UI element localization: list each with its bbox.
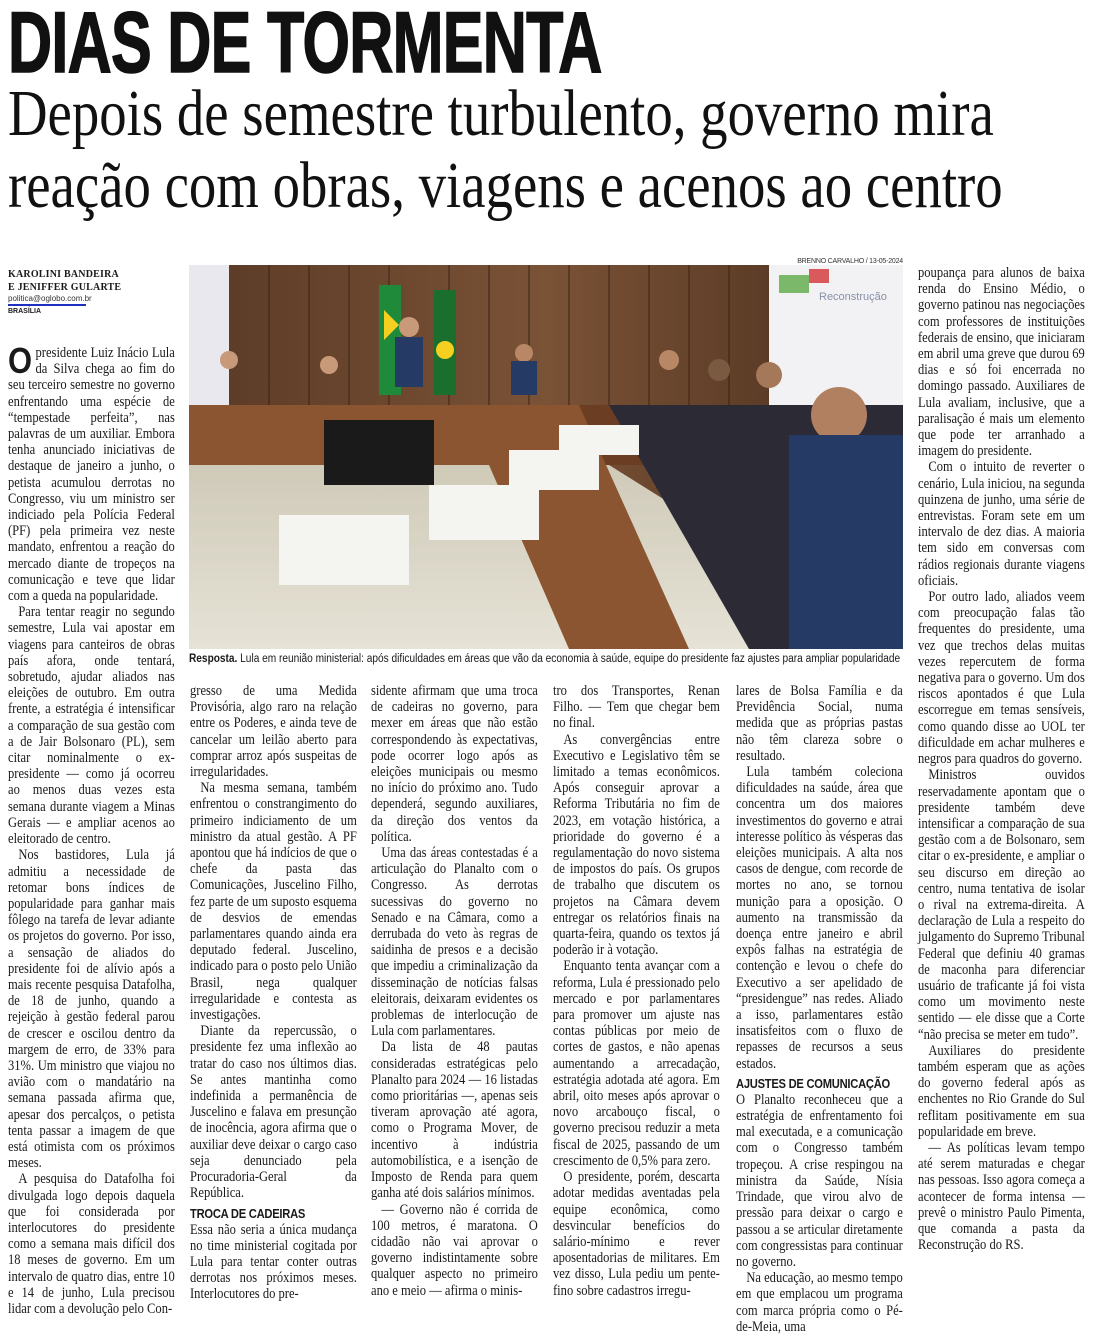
paragraph: Lula também coleciona dificuldades na saúde, área que concentra um dos maiores investimentos do governo e atrai interesse político às vésperas das eleições municipais. A alta nos casos de dengue, com recorde de mortes no ano, se tornou munição para a oposição. O aumento na transmissão da doença entre janeiro e abril expôs falhas na estratégia de contenção e levou o chefe do Executivo a ser apelidado de “presidengue” nas redes. Aliado a isso, parlamentares estão insatisfeitos com o fluxo de repasses de recursos a seus estados. <box>736 764 903 1072</box>
article-column-1 <box>8 340 175 1317</box>
byline <box>8 268 178 315</box>
author-email-link[interactable]: politica@oglobo.com.br <box>8 294 86 306</box>
paragraph: As convergências entre Executivo e Legislativo têm se limitado a temas econômicos. Após conseguir aprovar a Reforma Tributária no fim de 2023, em votação histórica, a prioridade do governo é a regulamentação do novo sistema de impostos do país. Os grupos de trabalho que discutem os projetos na Câmara devem entregar os relatórios finais na quarta-feira, quando os textos já poderão ir à votação. <box>553 731 720 959</box>
paragraph: Da lista de 48 pautas consideradas estratégicas pelo Planalto para 2024 — 16 listadas como prioritárias —, apenas seis tiveram aprovação até agora, como o Programa Mover, de incentivo à indústria automobilística, e a isenção de Imposto de Renda para quem ganha até dois salários mínimos. <box>371 1039 538 1202</box>
section-heading: AJUSTES DE COMUNICAÇÃO <box>736 1075 890 1091</box>
paragraph: Ministros ouvidos reservadamente apontam que o presidente também deve intensificar a comparação de sua gestão com a de Bolsonaro, sem citar o ex-presidente, e ampliar o seu discurso em direção ao centro, numa tentativa de isolar o rival na extrema-direita. A declaração de Lula a respeito do julgamento do Supremo Tribunal Federal que definiu 40 gramas de maconha para diferenciar usuário de traficante já foi vista como um movimento neste sentido — ele disse que a Corte “não precisa se meter em tudo”. <box>918 767 1085 1043</box>
paragraph: — Governo não é corrida de 100 metros, é maratona. O cidadão não vai aprovar o governo indistintamente sobre qualquer aspecto no primeiro ano e meio — afirma o minis- <box>371 1201 538 1299</box>
article-column-6 <box>918 265 1085 1317</box>
paragraph: O Planalto reconheceu que a estratégia de enfrentamento foi mal executada, e a comunicação com o Congresso também tropeçou. A crise respingou na ministra da Saúde, Nísia Trindade, que virou alvo de pressão para deixar o cargo e passou a se articular diretamente com congressistas para continuar no governo. <box>736 1091 903 1270</box>
paragraph: Auxiliares do presidente também esperam que as ações do governo federal após as enchentes no Rio Grande do Sul reflitam positivamente em sua popularidade em breve. <box>918 1042 1085 1140</box>
paragraph: Na mesma semana, também enfrentou o constrangimento do primeiro indiciamento de um ministro da atual gestão. A PF apontou que há indícios de que o chefe da pasta das Comunicações, Juscelino Filho, fez parte de um suposto esquema de desvios de emendas parlamentares quando ainda era deputado federal. Juscelino, indicado para o posto pelo União Brasil, nega qualquer irregularidade e contesta as investigações. <box>190 780 357 1024</box>
article-column-3 <box>371 683 538 1317</box>
paragraph: Para tentar reagir no segundo semestre, Lula vai apostar em viagens para canteiros de obras país afora, onde tentará, sobretudo, ajudar aliados nas eleições de outubro. Em outra frente, a estratégia é intensificar a comparação de sua gestão com a de Jair Bolsonaro (PL), sem citar nominalmente o ex-presidente — como já ocorreu ao menos duas vezes esta semana durante viagem a Minas Gerais — e ampliar acenos ao eleitorado de centro. <box>8 604 175 848</box>
paragraph: Enquanto tenta avançar com a reforma, Lula é pressionado pelo mercado e por parlamentares para promover um ajuste nas contas públicas por meio de cortes de gastos, e não apenas aumentando a arrecadação, estratégia adotada até agora. Em abril, oito meses após aprovar o novo arcabouço fiscal, o governo precisou reduzir a meta fiscal de 2025, passando de um crescimento de 0,5% para zero. <box>553 958 720 1169</box>
paragraph: O presidente, porém, descarta adotar medidas aventadas pela equipe econômica, como desvincular benefícios do salário-mínimo e rever aposentadorias de militares. Em vez disso, Lula pediu um pente-fino sobre cadastros irregu- <box>553 1169 720 1299</box>
paragraph: Na educação, ao mesmo tempo em que emplacou um programa com marca própria como o Pé-de-Meia, uma <box>736 1270 903 1335</box>
headline: DIAS DE TORMENTA <box>8 0 602 91</box>
article-column-2 <box>190 683 357 1317</box>
paragraph: Diante da repercussão, o presidente fez uma inflexão ao tratar do caso nos últimos dias. Se antes mantinha como indefinida a permanência de Juscelino e falava em presunção de inocência, agora afirma que o auxiliar deve deixar o cargo caso seja denunciado pela Procuradoria-Geral da República. <box>190 1023 357 1202</box>
paragraph: — As políticas levam tempo até serem maturadas e chegar nas pessoas. Isso agora começa a acontecer de forma intensa — prevê o ministro Paulo Pimenta, que comanda a pasta da Reconstrução do RS. <box>918 1139 1085 1254</box>
paragraph: lares de Bolsa Família e da Previdência Social, numa medida que as próprias pastas não têm clareza sobre o resultado. <box>736 683 903 764</box>
author-name: E JENIFFER GULARTE <box>8 282 122 293</box>
meeting-photo-illustration <box>189 265 903 649</box>
screen-text: Reconstrução <box>819 291 887 303</box>
drop-cap: O <box>8 340 33 381</box>
paragraph: Nos bastidores, Lula já admitiu a necessidade de retomar bons índices de popularidade para ganhar mais fôlego na tarefa de levar adiante os projetos do governo. Por isso, a sensação de aliados do presidente foi de alívio após a mais recente pesquisa Datafolha, de 18 de junho, quando a rejeição à gestão federal parou de crescer e oscilou dentro da margem de erro, de 33% para 31%. Um ministro que viajou no avião com o mandatário na semana passada afirma que, apesar dos percalços, o petista tenta passar a imagem de que está otimista com os próximos meses. <box>8 847 175 1172</box>
photo-caption <box>189 653 901 665</box>
subheadline-line: reação com obras, viagens e acenos ao centro <box>8 149 1003 222</box>
paragraph: Essa não seria a única mudança no time ministerial cogitada por Lula para tentar conter outras derrotas nos próximos meses. Interlocutores do pre- <box>190 1221 357 1303</box>
dateline-city: BRASÍLIA <box>8 308 42 315</box>
subheadline-line: Depois de semestre turbulento, governo mira <box>8 77 994 150</box>
paragraph: gresso de uma Medida Provisória, algo raro na relação entre os Poderes, e ainda teve de cancelar um leilão aberto para comprar arroz após suspeitas de irregularidades. <box>190 683 357 781</box>
paragraph: tro dos Transportes, Renan Filho. — Tem que chegar bem no final. <box>553 683 720 732</box>
author-name: KAROLINI BANDEIRA <box>8 269 119 280</box>
caption-text: Lula em reunião ministerial: após dificuldades em áreas que vão da economia à saúde, equipe do presidente faz ajustes para ampliar popularidade <box>237 653 901 665</box>
paragraph: sidente afirmam que uma troca de cadeiras no governo, para mexer em áreas que não estão correspondendo às expectativas, pode ocorrer logo após as eleições municipais ou mesmo no início do próximo ano. Tudo dependerá, segundo auxiliares, da direção dos ventos da política. <box>371 683 538 845</box>
paragraph: Uma das áreas contestadas é a articulação do Planalto com o Congresso. As derrotas sucessivas do governo no Senado e na Câmara, como a derrubada do veto às regras de saidinha de presos e a decisão que impediu a criminalização da disseminação de notícias falsas eleitorais, deixaram evidentes os problemas de interlocução de Lula com parlamentares. <box>371 845 538 1040</box>
meeting-photo <box>189 265 903 649</box>
paragraph: A pesquisa do Datafolha foi divulgada logo depois daquela que foi considerada por interlocutores do presidente como a semana mais difícil dos 18 meses de governo. Em um intervalo de quatro dias, entre 10 e 14 de junho, Lula precisou lidar com a devolução pelo Con- <box>8 1171 175 1317</box>
photo-credit: BRENNO CARVALHO / 13-05-2024 <box>797 258 903 265</box>
paragraph: Com o intuito de reverter o cenário, Lula iniciou, na segunda quinzena de junho, uma série de entrevistas. Foram sete em um intervalo de dez dias. A maioria tem sido em conversas com rádios regionais durante viagens oficiais. <box>918 459 1085 589</box>
article-column-5 <box>736 683 903 1335</box>
paragraph: poupança para alunos de baixa renda do Ensino Médio, o governo patinou nas negociações com professores de instituições federais de ensino, que iniciaram em abril uma greve que durou 69 dias e só foi encerrada no domingo passado. Auxiliares de Lula avaliam, inclusive, que a paralisação é mais um elemento que pode ter arranhado a imagem do presidente. <box>918 265 1085 460</box>
subheadline <box>8 78 1003 222</box>
paragraph: Opresidente Luiz Inácio Lula da Silva chega ao fim do seu terceiro semestre no governo enfrentando uma espécie de “tempestade perfeita”, nas palavras de um auxiliar. Embora tenha anunciado iniciativas de destaque de janeiro a junho, o petista acumulou derrotas no Congresso, viu um ministro ser indiciado pela Polícia Federal (PF) pela primeira vez neste mandato, enfrentou a reação do mercado diante de tropeços na comunicação e teve que lidar com a queda na popularidade. <box>8 340 175 605</box>
article-column-4 <box>553 683 720 1317</box>
caption-lead: Resposta. <box>189 653 238 665</box>
section-heading: TROCA DE CADEIRAS <box>190 1205 306 1221</box>
paragraph: Por outro lado, aliados veem com preocupação falas tão frequentes do presidente, uma vez que trechos delas muitas vezes repercutem de forma negativa para o governo. Um dos riscos apontados é que Lula escorregue em temas sensíveis, como quando disse ao UOL ter dificuldade em achar mulheres e negros para quadros do governo. <box>918 589 1085 768</box>
